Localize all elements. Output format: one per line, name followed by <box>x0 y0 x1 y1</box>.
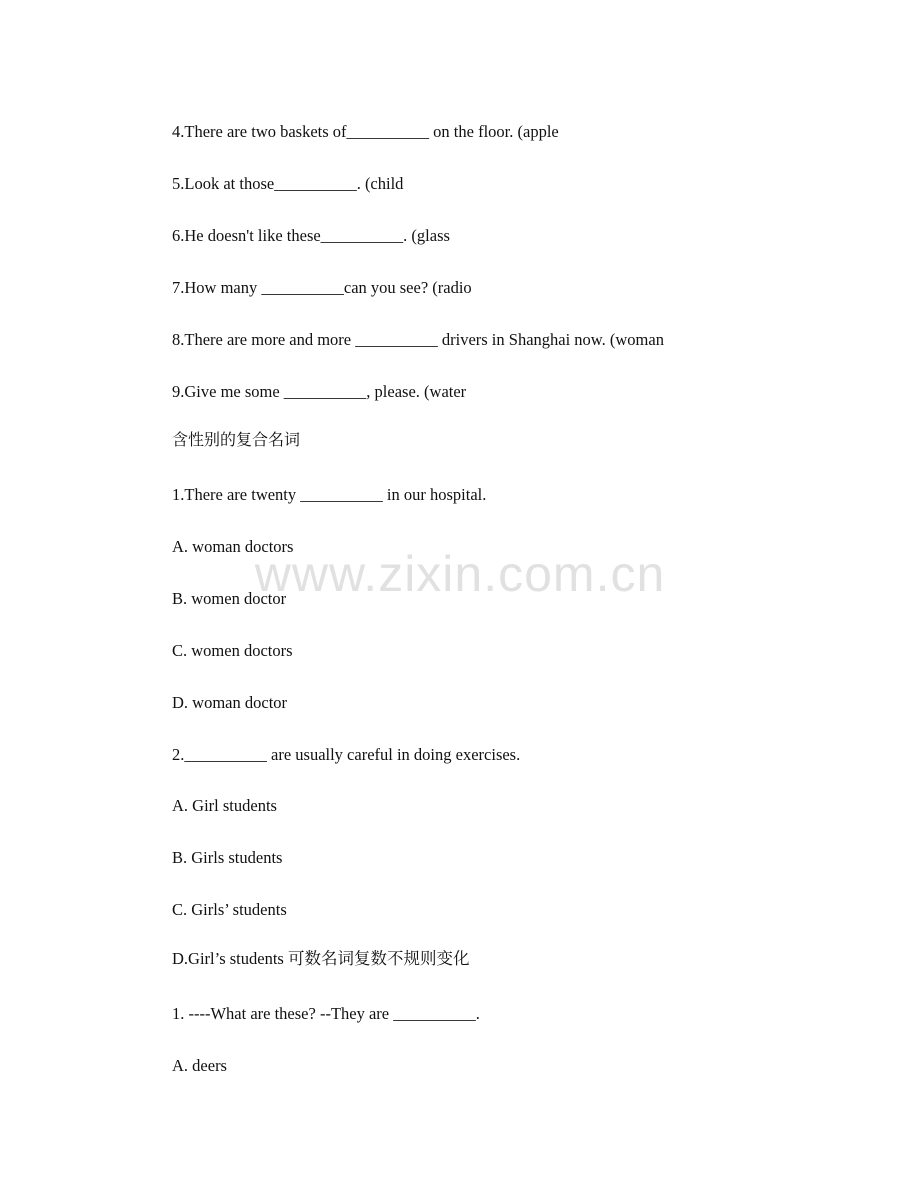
option-a: A. woman doctors <box>172 537 294 556</box>
exercise-line-4: 4.There are two baskets of__________ on the floor. (apple <box>172 122 559 141</box>
option-d-with-section-heading: D.Girl’s students 可数名词复数不规则变化 <box>172 949 470 968</box>
exercise-line-9: 9.Give me some __________, please. (water <box>172 382 467 401</box>
option-c: C. Girls’ students <box>172 900 287 919</box>
section-heading-gender-compound-nouns: 含性别的复合名词 <box>172 430 301 449</box>
option-a: A. deers <box>172 1056 227 1075</box>
option-b: B. Girls students <box>172 848 283 867</box>
option-c: C. women doctors <box>172 641 293 660</box>
exercise-line-5: 5.Look at those__________. (child <box>172 174 404 193</box>
option-d: D. woman doctor <box>172 693 288 712</box>
question-2: 2.__________ are usually careful in doing exercises. <box>172 745 521 764</box>
option-b: B. women doctor <box>172 589 287 608</box>
option-a: A. Girl students <box>172 796 277 815</box>
question-1: 1.There are twenty __________ in our hospital. <box>172 485 487 504</box>
watermark: www.zixin.com.cn <box>254 546 666 602</box>
exercise-line-8: 8.There are more and more __________ drivers in Shanghai now. (woman <box>172 330 664 349</box>
question-1-irregular-plurals: 1. ----What are these? --They are __________. <box>172 1004 480 1023</box>
exercise-line-7: 7.How many __________can you see? (radio <box>172 278 472 297</box>
exercise-line-6: 6.He doesn't like these__________. (glass <box>172 226 450 245</box>
